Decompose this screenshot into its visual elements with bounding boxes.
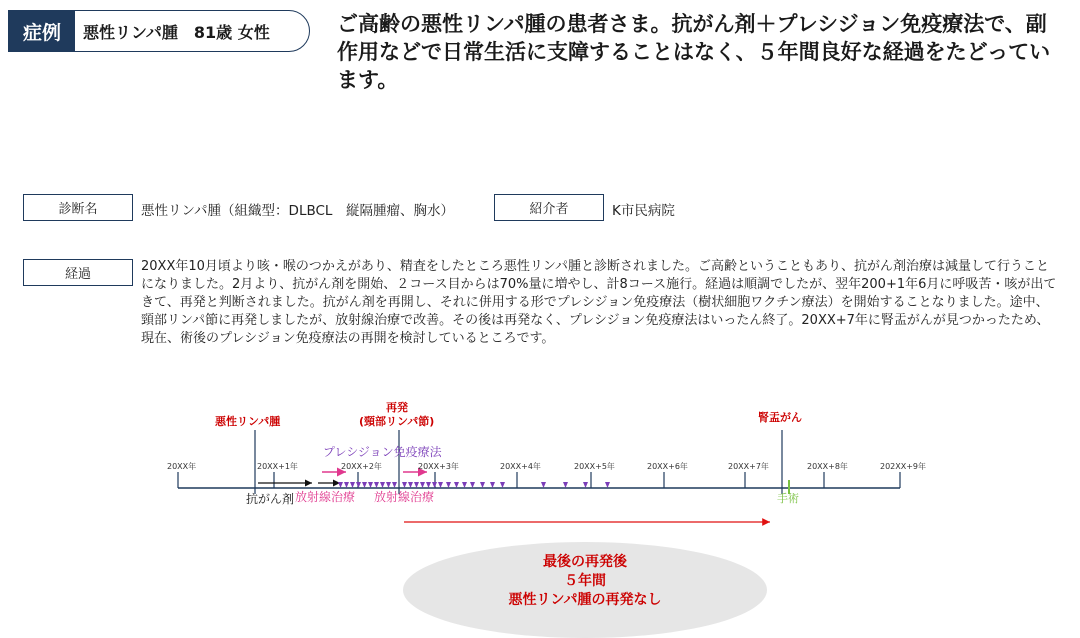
year-label: 20XX年 [167,462,197,471]
event-relapse-site: (頸部リンパ節) [359,415,435,428]
page-headline: ご高齢の悪性リンパ腫の患者さま。抗がん剤＋プレシジョン免疫療法で、副作用などで日常生活に支障することはなく、５年間良好な経過をたどっています。 [337,12,1051,92]
radiation-label-2: 放射線治療 [374,490,435,504]
year-label: 202XX+9年 [880,462,927,471]
radiation-label-1: 放射線治療 [295,490,356,504]
case-subject: 悪性リンパ腫 81歳 女性 [83,22,270,42]
diagnosis-value: 悪性リンパ腫（組織型：DLBCL 縦隔腫瘤、胸水） [141,203,454,219]
course-label: 経過 [23,259,133,286]
course-text: 20XX年10月頃より咳・喉のつかえがあり、精査をしたところ悪性リンパ腫と診断されました。ご高齢ということもあり、抗がん剤治療は減量して行うことになりました。2月より、抗がん剤を開始、２コース目からは70%量に増やし、計8コース施行。経過は順調でしたが、翌年200+1年6月に呼吸苦・咳が出てきて、再発と判断されました。抗がん剤を再開し、それに併用する形でプレシジョン免疫療法（樹状細胞ワクチン療法）を開始することなりました。途中、頸部リンパ節に再発しましたが、放射線治療で改善。その後は再発なく、プレシジョン免疫療法はいったん終了。20XX+7年に腎盂がんが見つかったため、現在、術後のプレシジョン免疫療法の再開を検討しているところです。 [141,259,1057,346]
summary-text [403,553,767,610]
summary-line-3: 悪性リンパ腫の再発なし [508,592,662,608]
referrer-value: K市民病院 [612,203,675,219]
surgery-label: 手術 [777,492,799,505]
event-lymphoma: 悪性リンパ腫 [215,415,281,428]
year-label: 20XX+6年 [647,462,688,471]
event-relapse: 再発 [386,401,408,414]
year-label: 20XX+7年 [728,462,769,471]
case-tag: 症例 [9,11,75,51]
year-label: 20XX+4年 [500,462,541,471]
immunotherapy-label: プレシジョン免疫療法 [323,445,442,459]
year-label: 20XX+2年 [341,462,382,471]
summary-line-1: 最後の再発後 [543,554,627,570]
case-badge [8,10,310,52]
summary-line-2: ５年間 [564,573,606,589]
year-label: 20XX+8年 [807,462,848,471]
referrer-label: 紹介者 [494,194,604,221]
year-label: 20XX+1年 [257,462,298,471]
diagnosis-label: 診断名 [23,194,133,221]
chemo-label: 抗がん剤 [246,492,295,506]
year-label: 20XX+3年 [418,462,459,471]
year-ticks [178,472,900,488]
year-label: 20XX+5年 [574,462,615,471]
event-renal-cancer: 腎盂がん [758,411,802,424]
